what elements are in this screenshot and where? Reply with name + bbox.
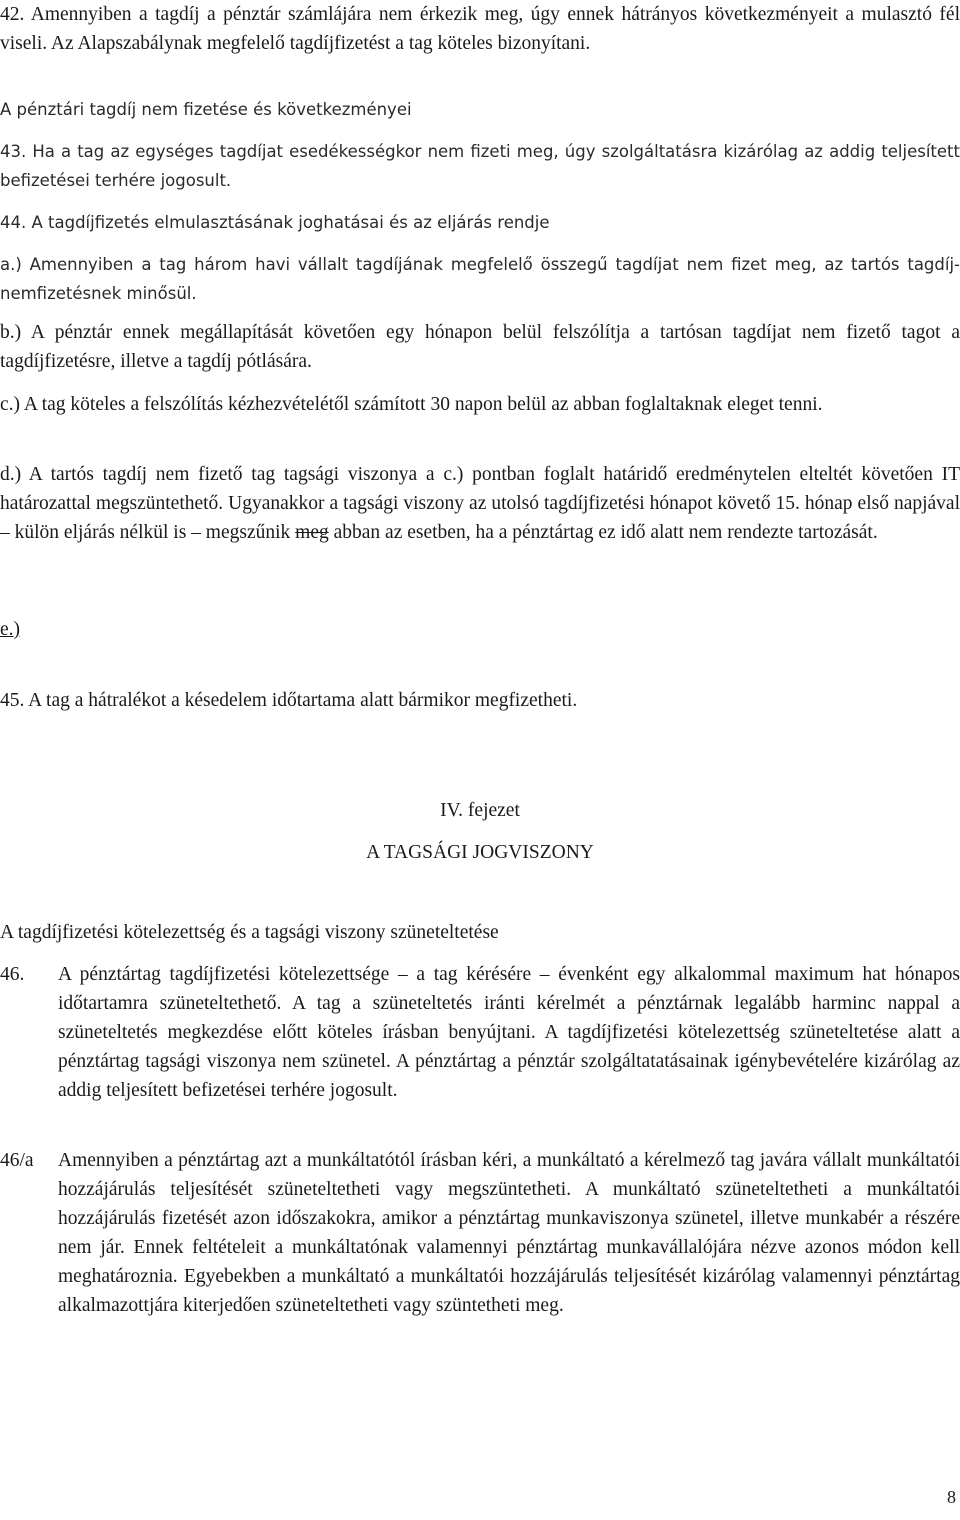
- page-number: 8: [947, 1487, 956, 1507]
- paragraph-44-heading: 44. A tagdíjfizetés elmulasztásának joghatásai és az eljárás rendje: [0, 213, 550, 232]
- paragraph-45: 45. A tag a hátralékot a késedelem időtartama alatt bármikor megfizetheti.: [0, 690, 578, 711]
- paragraph-43: 43. Ha a tag az egységes tagdíjat esedékességkor nem fizeti meg, úgy szolgáltatásra kizárólag az addig teljesített befizetései terhére jogosult.: [0, 142, 960, 190]
- struck-word: meg: [295, 522, 329, 543]
- paragraph-42: 42. Amennyiben a tagdíj a pénztár számlájára nem érkezik meg, úgy ennek hátrányos következményeit a mulasztó fél viseli. Az Alapszabálynak megfelelő tagdíjfizetést a tag köteles bizonyítani.: [0, 4, 960, 54]
- chapter-number: IV. fejezet: [440, 800, 520, 821]
- paragraph-44-e: [0, 615, 960, 644]
- chapter-title: A TAGSÁGI JOGVISZONY: [366, 842, 594, 863]
- paragraph-46: A pénztártag tagdíjfizetési kötelezettsége – a tag kérésére – évenként egy alkalommal maximum hat hónapos időtartamra szüneteltethető. A tag a szüneteltetés iránti kérelmét a pénztárnak legalább harminc nappal a szüneteltetés megkezdése előtt köteles írásban benyújtani. A tagdíjfizetési kötelezettség szüneteltetése alatt a pénztártag tagsági viszonya nem szünetel. A pénztártag a pénztár szolgáltatatásainak igénybevételére kizárólag az addig teljesített befizetései terhére jogosult.: [58, 964, 960, 1101]
- section-heading-szuneteltetes: A tagdíjfizetési kötelezettség és a tagsági viszony szüneteltetése: [0, 922, 499, 943]
- section-heading-tagdij-nemfizetes: A pénztári tagdíj nem fizetése és következményei: [0, 100, 412, 119]
- paragraph-46a: Amennyiben a pénztártag azt a munkáltatótól írásban kéri, a munkáltató a kérelmező tag javára vállalt munkáltatói hozzájárulás teljesítését szüneteltetheti vagy megszüntetheti. A munkáltató szüneteltetheti a munkáltatói hozzájárulás fizetését azon időszakokra, amikor a pénztártag munkaviszonya szünetel, illetve munkabér a részére nem jár. Ennek feltételeit a munkáltatónak valamennyi pénztártag munkavállalójára nézve azonos módon kell meghatároznia. Egyebekben a munkáltató a munkáltatói hozzájárulás teljesítését kizárólag valamennyi pénztártag alkalmazottjára kiterjedően szüneteltetheti vagy szüntetheti meg.: [58, 1150, 960, 1316]
- paragraph-44-a: a.) Amennyiben a tag három havi vállalt tagdíjának megfelelő összegű tagdíjat nem fizet meg, az tartós tagdíj-nemfizetésnek minősül.: [0, 255, 960, 303]
- paragraph-44-d: [0, 460, 960, 547]
- paragraph-44-d-text: d.) A tartós tagdíj nem fizető tag tagsági viszonya a c.) pontban foglalt határidő eredménytelen elteltét követően IT határozattal megszüntethető. Ugyanakkor a tagsági viszony az utolsó tagdíjfizetési hónapot követő 15. hónap első napjával – külön eljárás nélkül is – megszűnik: [0, 464, 960, 543]
- paragraph-44-c: c.) A tag köteles a felszólítás kézhezvételétől számított 30 napon belül az abban foglaltaknak eleget tenni.: [0, 394, 823, 415]
- paragraph-44-d-text-end: abban az esetben, ha a pénztártag ez idő alatt nem rendezte tartozását.: [328, 522, 878, 543]
- paragraph-44-b: b.) A pénztár ennek megállapítását követően egy hónapon belül felszólítja a tartósan tagdíjat nem fizető tagot a tagdíjfizetésre, illetve a tagdíj pótlására.: [0, 322, 960, 372]
- struck-item-e: e.): [0, 619, 21, 640]
- paragraph-46a-number: 46/a: [0, 1150, 34, 1171]
- paragraph-46-number: 46.: [0, 964, 25, 985]
